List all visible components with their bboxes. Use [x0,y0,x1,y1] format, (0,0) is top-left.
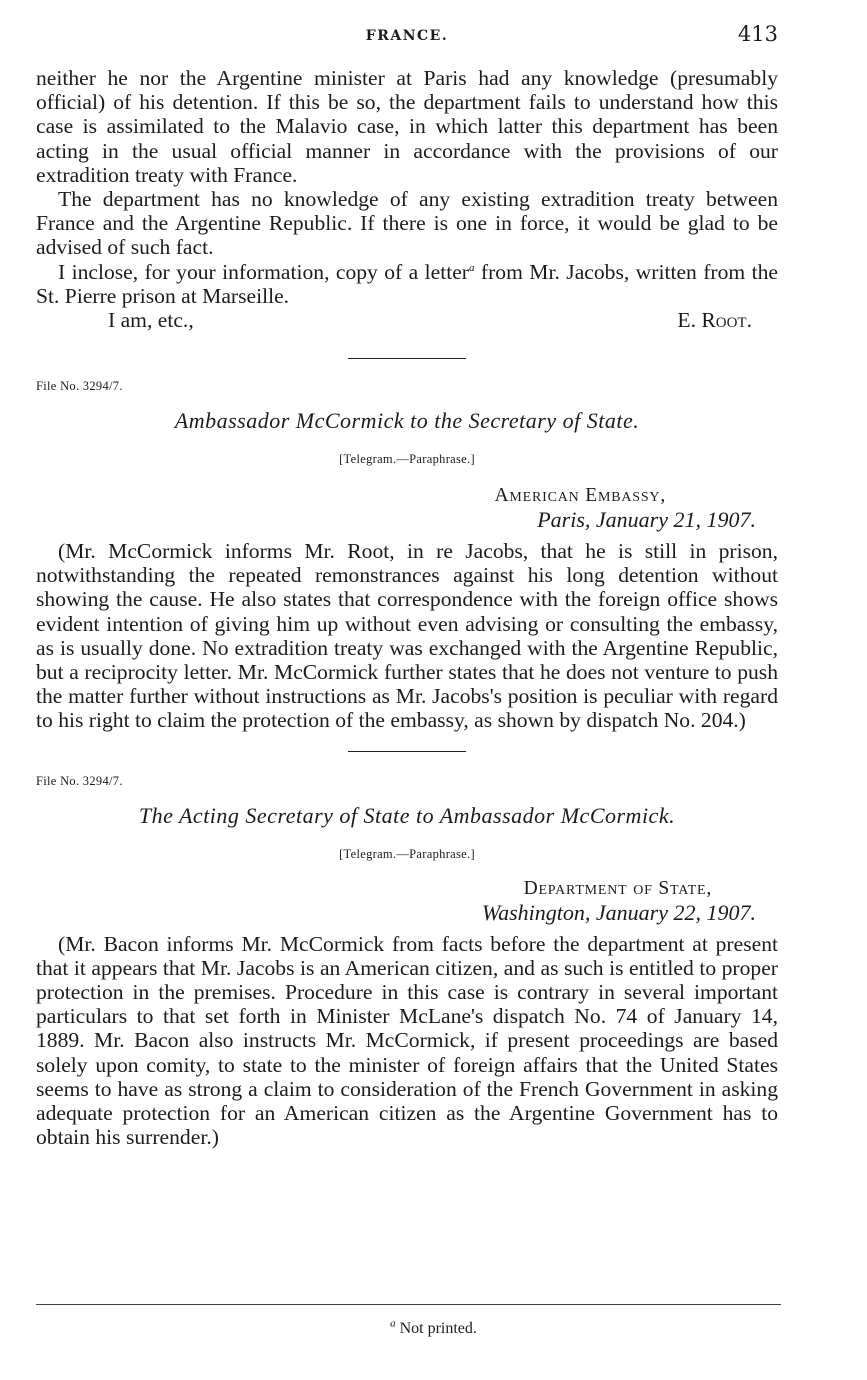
telegram-note: [Telegram.—Paraphrase.] [339,846,475,861]
closing-salutation: I am, etc., [108,308,194,333]
section-divider [348,358,466,359]
inclose-text-start: I inclose, for your information, copy of a letter [58,259,469,284]
footnote [0,1317,867,1338]
telegram-body: (Mr. Bacon informs Mr. McCormick from facts before the department at present that it appears that Mr. Jacobs is an American citizen, and as such is entitled to proper protection in the premises. Procedure in this case is contrary in several important particulars to that set forth in Minister McLane's dispatch No. 74 of January 14, 1889. Mr. Bacon also instructs Mr. McCormick, if present proceedings are based solely upon comity, to state to the minister of foreign affairs that the United States seems to have as strong a claim to consideration of the French Government in asking adequate protection for an American citizen as the Argentine Government has to obtain his surrender.) [36,931,778,1150]
footnote-text: Not printed. [399,1320,477,1337]
file-number: File No. 3294/7. [36,379,123,394]
page-content [36,66,778,1149]
footnote-mark: a [390,1317,396,1330]
page-number: 413 [737,22,778,46]
footnote-divider [36,1304,781,1305]
place-line: American Embassy, [494,485,666,507]
paragraph-continuation: neither he nor the Argentine minister at Paris had any knowledge (presumably official) of his detention. If this be so, the department fails to understand how this case is assimilated to the Malavio case, in which latter this department has been acting in the usual official manner in accordance with the provisions of our extradition treaty with France. [36,66,778,187]
paragraph-inclose [36,260,778,308]
document-heading: The Acting Secretary of State to Ambassador McCormick. [138,802,676,828]
date-line: Paris, January 21, 1907. [537,507,756,533]
section-divider [348,751,466,752]
inclose-text-end: from Mr. Jacobs, written from the St. Pierre prison at Marseille. [36,259,778,308]
document-heading: Ambassador McCormick to the Secretary of State. [174,408,640,434]
telegram-note: [Telegram.—Paraphrase.] [339,452,475,467]
signature: E. Root. [677,308,752,333]
telegram-body: (Mr. McCormick informs Mr. Root, in re Jacobs, that he is still in prison, notwithstanding the repeated remonstrances against his long detention without showing the cause. He also states that correspondence with the foreign office shows evident intention of giving him up without even advising or consulting the embassy, as is usually done. No extradition treaty was exchanged with the Argentine Republic, but a reciprocity letter. Mr. McCormick further states that he does not venture to push the matter further without instructions as Mr. Jacobs's position is peculiar with regard to his right to claim the protection of the embassy, as shown by dispatch No. 204.) [36,539,778,733]
date-line: Washington, January 22, 1907. [481,899,756,925]
running-title: FRANCE. [365,28,449,44]
paragraph-no-treaty: The department has no knowledge of any existing extradition treaty between France and the Argentine Republic. If there is one in force, it would be glad to be advised of such fact. [36,187,778,260]
file-number: File No. 3294/7. [36,773,123,788]
footnote-reference: a [469,261,475,274]
place-line: Department of State, [523,877,712,899]
running-head [36,22,778,48]
letter-closing [36,308,778,334]
